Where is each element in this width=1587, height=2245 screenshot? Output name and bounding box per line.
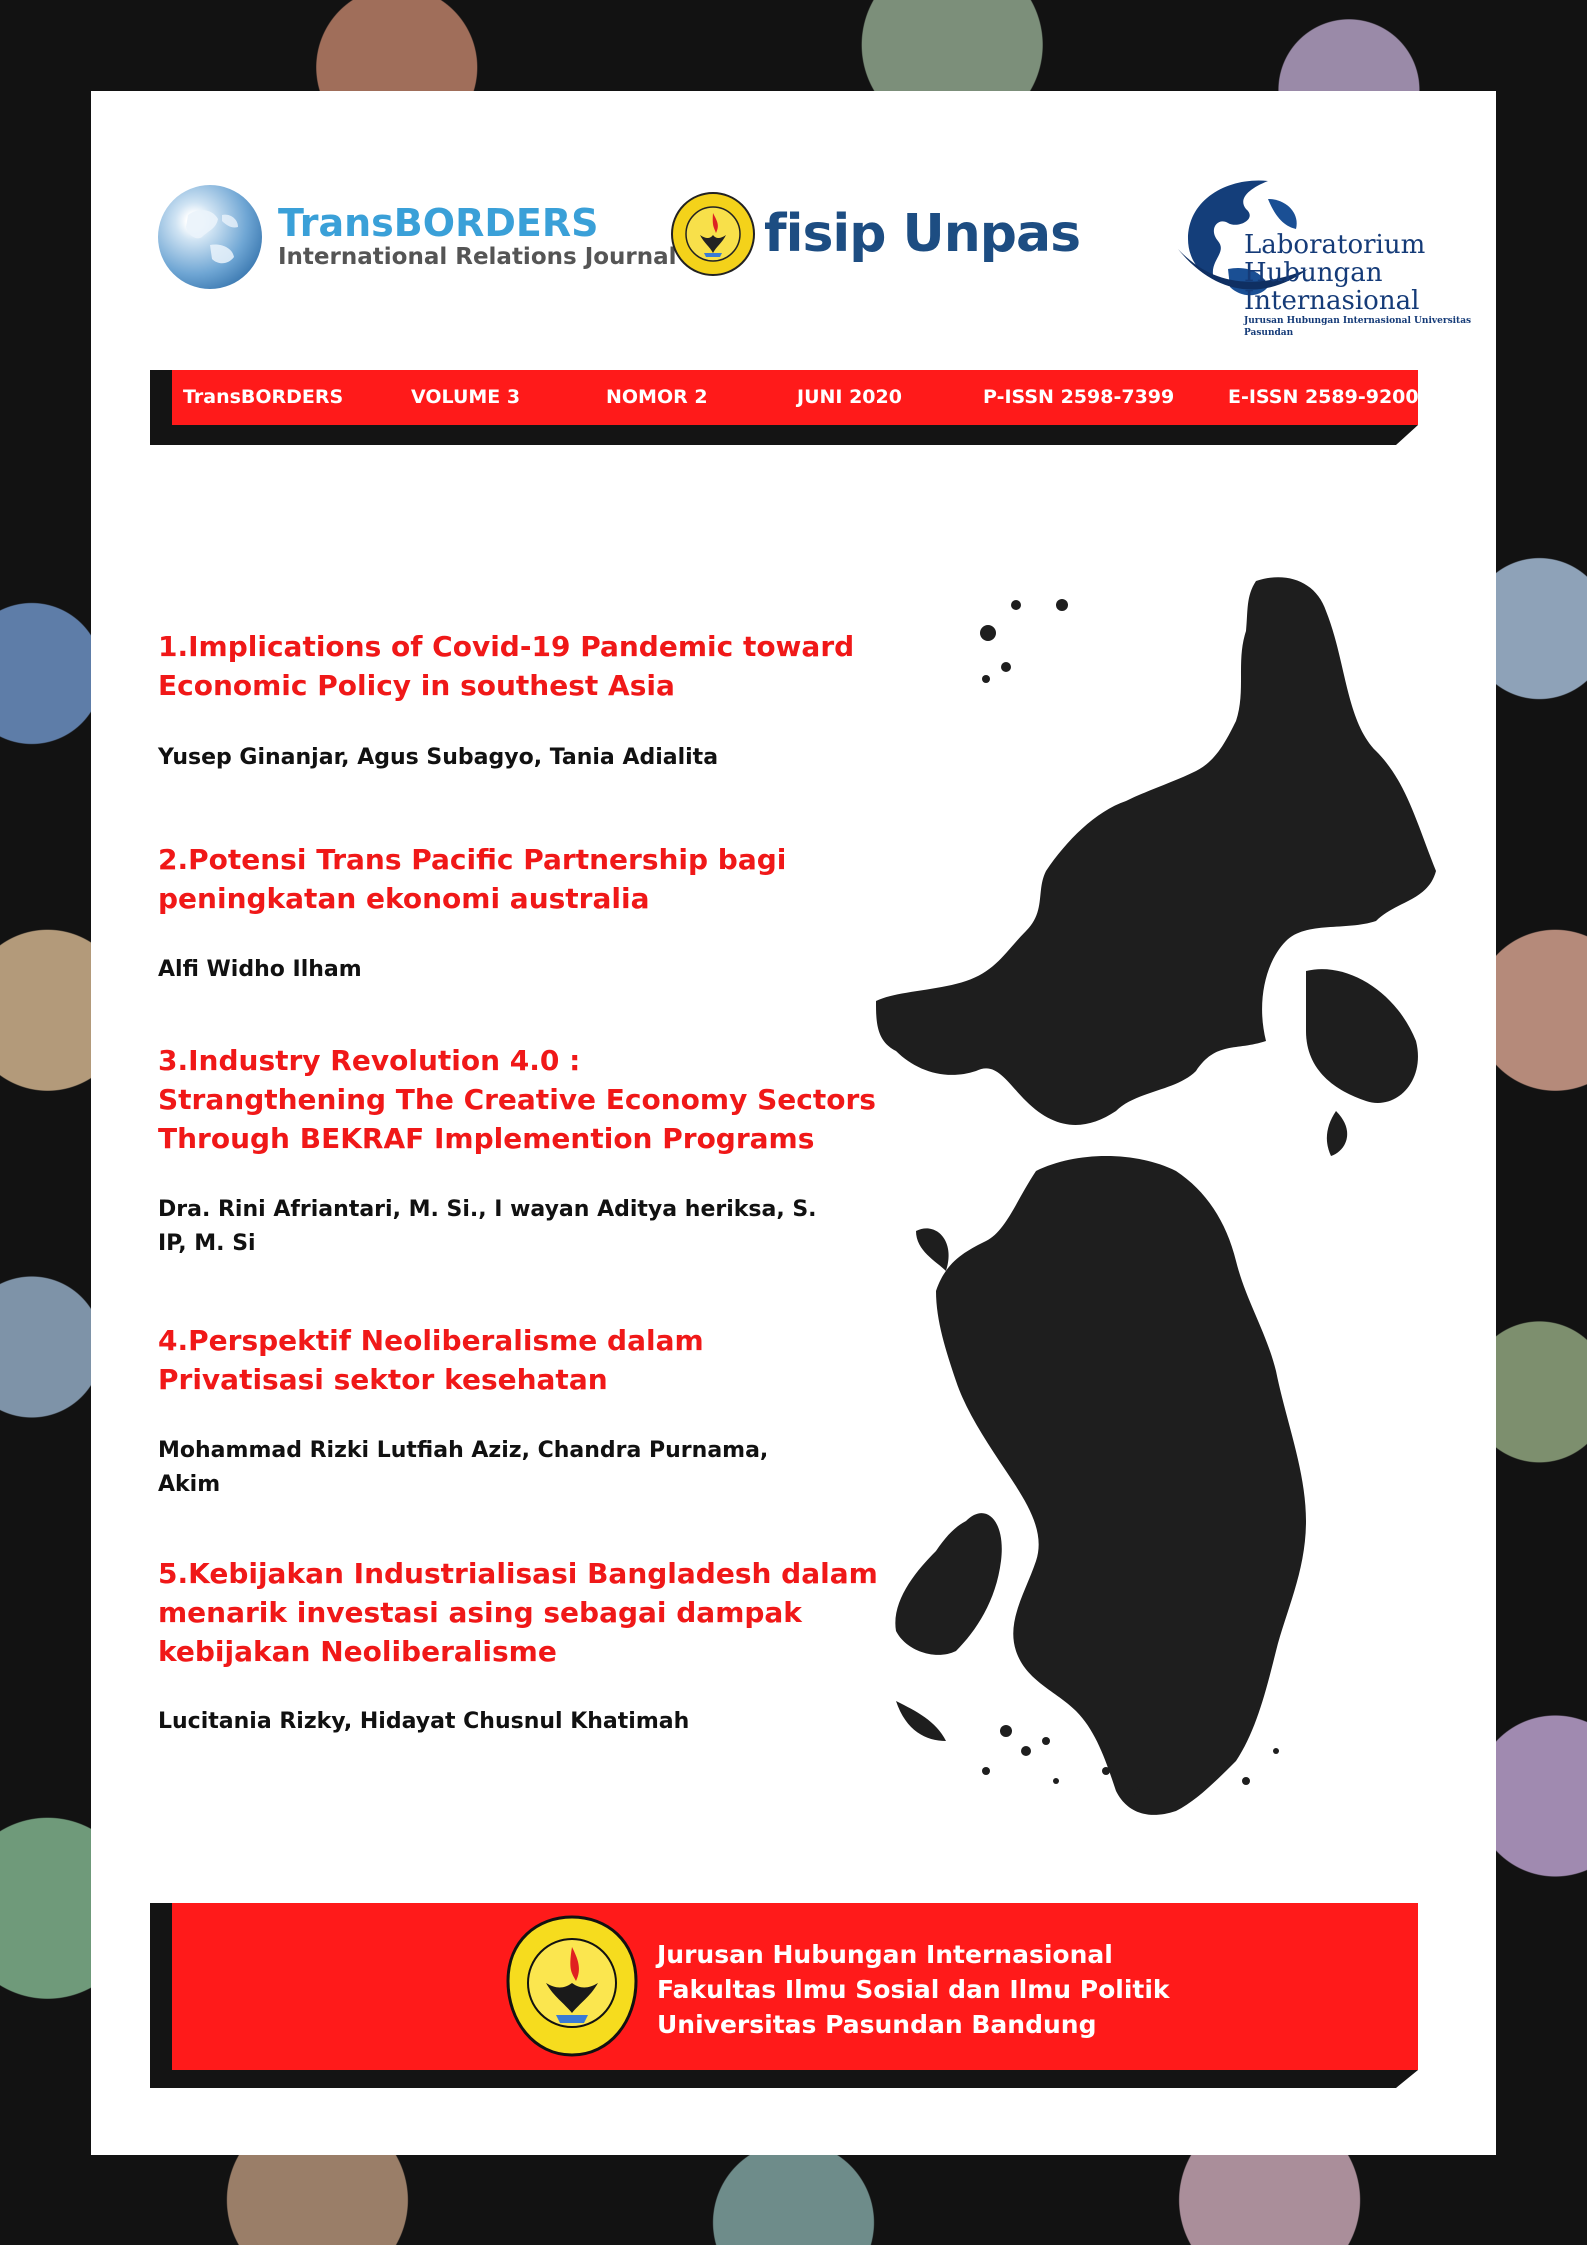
fisip-unpas-logo: [670, 191, 1080, 277]
article-1-authors: Yusep Ginanjar, Agus Subagyo, Tania Adialita: [158, 745, 719, 770]
world-map-silhouette: [876, 571, 1436, 1831]
transborders-logo: [158, 185, 677, 289]
lab-line-1: Laboratorium: [1244, 230, 1426, 260]
article-5-title: 5.Kebijakan Industrialisasi Bangladesh dalam menarik investasi asing sebagai dampak kebijakan Neoliberalisme: [158, 1557, 878, 1668]
footer-line-1: Jurusan Hubungan Internasional: [657, 1940, 1113, 1969]
footer-line-2: Fakultas Ilmu Sosial dan Ilmu Politik: [657, 1975, 1170, 2004]
article-2-authors: Alfi Widho Ilham: [158, 957, 362, 982]
cover-page: [91, 91, 1496, 2155]
article-4-authors: Mohammad Rizki Lutfiah Aziz, Chandra Purnama, Akim: [158, 1438, 769, 1497]
lab-line-2: Hubungan Internasional: [1244, 258, 1420, 316]
band-number: NOMOR 2: [606, 386, 708, 408]
unpas-seal-icon: [670, 191, 756, 277]
issue-band-bar: [172, 370, 1418, 425]
footer-band: [150, 1903, 1418, 2088]
band-journal: TransBORDERS: [183, 386, 344, 408]
transborders-title: TransBORDERS: [278, 201, 599, 245]
band-date: JUNI 2020: [797, 386, 902, 408]
unpas-seal-icon: [502, 1911, 642, 2061]
article-3-title: 3.Industry Revolution 4.0 : Strangthening The Creative Economy Sectors Through BEKRAF Implemention Programs: [158, 1044, 876, 1155]
article-4-title: 4.Perspektif Neoliberalisme dalam Privatisasi sektor kesehatan: [158, 1324, 704, 1396]
band-p-issn: P-ISSN 2598-7399: [983, 386, 1175, 408]
globe-icon: [158, 185, 262, 289]
lab-line-3: Jurusan Hubungan Internasional Universitas Pasundan: [1244, 316, 1472, 338]
article-2-title: 2.Potensi Trans Pacific Partnership bagi peningkatan ekonomi australia: [158, 843, 787, 915]
band-volume: VOLUME 3: [411, 386, 521, 408]
article-1-title: 1.Implications of Covid-19 Pandemic toward Economic Policy in southest Asia: [158, 630, 855, 702]
article-5-authors: Lucitania Rizky, Hidayat Chusnul Khatimah: [158, 1709, 690, 1734]
band-e-issn: E-ISSN 2589-9200: [1228, 386, 1419, 408]
fisip-unpas-text: fisip Unpas: [764, 204, 1081, 264]
article-3-authors: Dra. Rini Afriantari, M. Si., I wayan Aditya heriksa, S. IP, M. Si: [158, 1197, 817, 1256]
footer-line-3: Universitas Pasundan Bandung: [657, 2010, 1097, 2039]
transborders-subtitle: International Relations Journal: [278, 244, 677, 270]
issue-band: [150, 370, 1418, 445]
laboratorium-hi-logo: [1168, 169, 1488, 338]
logo-row: [158, 169, 1498, 338]
